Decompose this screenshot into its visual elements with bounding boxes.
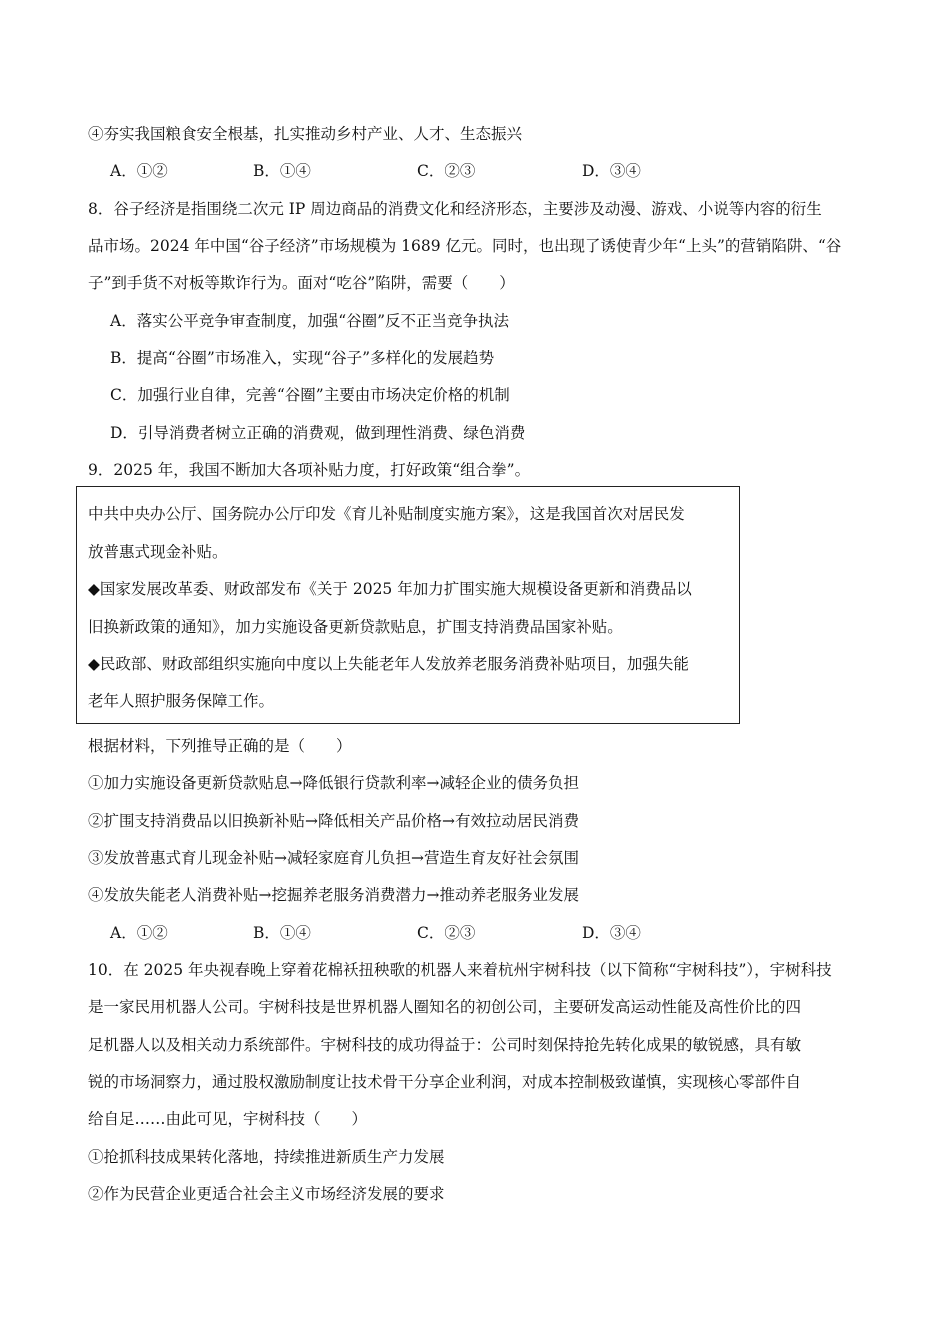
q8-option-b: B．提高“谷圈”市场准入，实现“谷子”多样化的发展趋势 [110,349,495,367]
q7-option-b: B．①④ [253,162,311,180]
q9-material-line-6: 老年人照护服务保障工作。 [88,692,275,710]
q9-material-line-3: ◆国家发展改革委、财政部发布《关于 2025 年加力扩围实施大规模设备更新和消费品以 [88,580,692,598]
q8-option-a: A．落实公平竞争审查制度，加强“谷圈”反不正当竞争执法 [110,312,510,330]
q9-stem: 9．2025 年，我国不断加大各项补贴力度，打好政策“组合拳”。 [88,461,531,479]
q8-stem-line-2: 品市场。2024 年中国“谷子经济”市场规模为 1689 亿元。同时，也出现了诱使青少年“上头”的营销陷阱、“谷 [88,237,842,255]
q9-option-a: A．①② [110,924,168,942]
q7-option-d: D．③④ [582,162,641,180]
q9-option-d: D．③④ [582,924,641,942]
q10-item-2: ②作为民营企业更适合社会主义市场经济发展的要求 [88,1185,445,1203]
q9-item-1: ①加力实施设备更新贷款贴息→降低银行贷款利率→减轻企业的债务负担 [88,774,579,792]
q9-item-2: ②扩围支持消费品以旧换新补贴→降低相关产品价格→有效拉动居民消费 [88,812,579,830]
q9-material-line-4: 旧换新政策的通知》，加力实施设备更新贷款贴息，扩围支持消费品国家补贴。 [88,618,623,636]
q8-option-d: D．引导消费者树立正确的消费观，做到理性消费、绿色消费 [110,424,526,442]
q9-option-c: C．②③ [417,924,476,942]
q7-option-c: C．②③ [417,162,476,180]
q8-option-c: C．加强行业自律，完善“谷圈”主要由市场决定价格的机制 [110,386,510,404]
q9-material-line-1: 中共中央办公厅、国务院办公厅印发《育儿补贴制度实施方案》，这是我国首次对居民发 [88,505,685,523]
q10-stem-line-5: 给自足……由此可见，宇树科技（ ） [88,1110,368,1128]
q9-material-line-2: 放普惠式现金补贴。 [88,543,228,561]
q10-stem-line-4: 锐的市场洞察力，通过股权激励制度让技术骨干分享企业利润，对成本控制极致谨慎，实现核心零部件自 [88,1073,802,1091]
q8-stem-line-3: 子”到手货不对板等欺诈行为。面对“吃谷”陷阱，需要（ ） [88,274,515,292]
q8-stem-line-1: 8．谷子经济是指围绕二次元 IP 周边商品的消费文化和经济形态，主要涉及动漫、游戏、小说等内容的衍生 [88,200,822,218]
q10-stem-line-1: 10．在 2025 年央视春晚上穿着花棉袄扭秧歌的机器人来着杭州宇树科技（以下简称“宇树科技”），宇树科技 [88,961,832,979]
q7-item-4: ④夯实我国粮食安全根基，扎实推动乡村产业、人才、生态振兴 [88,125,523,143]
q9-material-line-5: ◆民政部、财政部组织实施向中度以上失能老年人发放养老服务消费补贴项目，加强失能 [88,655,689,673]
q9-item-4: ④发放失能老人消费补贴→挖掘养老服务消费潜力→推动养老服务业发展 [88,886,579,904]
q7-option-a: A．①② [110,162,168,180]
q10-stem-line-3: 足机器人以及相关动力系统部件。宇树科技的成功得益于：公司时刻保持抢先转化成果的敏锐感，具有敏 [88,1036,802,1054]
q10-item-1: ①抢抓科技成果转化落地，持续推进新质生产力发展 [88,1148,445,1166]
q9-question: 根据材料，下列推导正确的是（ ） [88,737,352,755]
q9-item-3: ③发放普惠式育儿现金补贴→减轻家庭育儿负担→营造生育友好社会氛围 [88,849,579,867]
q9-option-b: B．①④ [253,924,311,942]
q10-stem-line-2: 是一家民用机器人公司。宇树科技是世界机器人圈知名的初创公司，主要研发高运动性能及高性价比的四 [88,998,802,1016]
